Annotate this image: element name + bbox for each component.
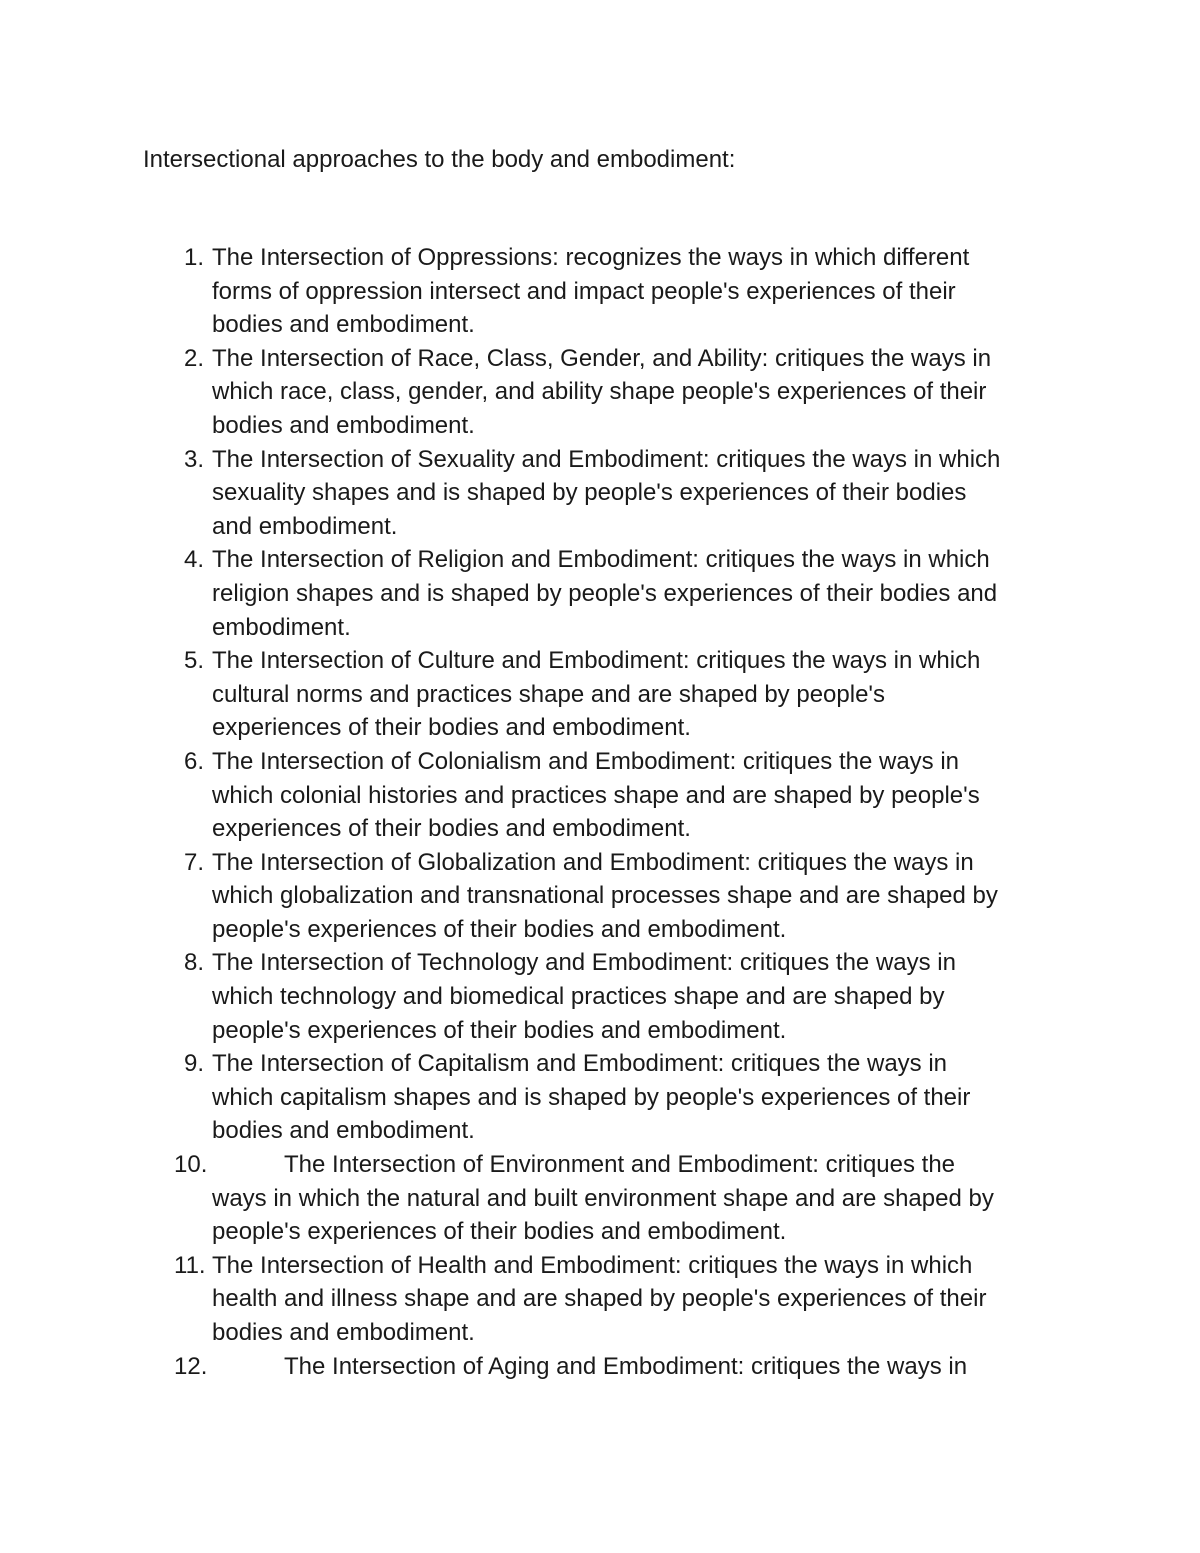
list-item-line: The Intersection of Sexuality and Embodiment: critiques the ways in which [212,445,1001,473]
list-item-text [212,846,1062,947]
list-item [0,1350,1200,1384]
list-item [0,846,1200,947]
list-item-text [212,1148,1062,1249]
list-item-line: people's experiences of their bodies and embodiment. [212,915,787,943]
list-item-text [212,644,1062,745]
list-item-line: forms of oppression intersect and impact people's experiences of their [212,277,956,305]
list-item-text [212,342,1062,443]
list-item-number: 8. [183,949,204,977]
list-item [0,745,1200,846]
list-item-line: bodies and embodiment. [212,311,475,339]
list-item [0,1148,1200,1249]
list-item-line: which technology and biomedical practices shape and are shaped by [212,983,945,1011]
list-item-line: people's experiences of their bodies and embodiment. [212,1218,787,1246]
list-item-line: bodies and embodiment. [212,1117,475,1145]
list-item-number: 7. [183,848,204,876]
list-item-text [212,946,1062,1047]
list-item-line: bodies and embodiment. [212,1319,475,1346]
list-item-text [212,1249,1062,1350]
list-item-line: The Intersection of Colonialism and Embodiment: critiques the ways in [212,747,960,775]
list-item-line: The Intersection of Environment and Embodiment: critiques the [284,1151,956,1179]
list-item-line: The Intersection of Globalization and Embodiment: critiques the ways in [212,848,974,876]
list-item-number: 3. [183,445,204,473]
list-item [0,946,1200,1047]
list-item-line: ways in which the natural and built environment shape and are shaped by [212,1184,994,1212]
list-item-number: 12. [174,1352,208,1380]
list-item-line: The Intersection of Culture and Embodiment: critiques the ways in which [212,647,981,675]
list-item-line: which race, class, gender, and ability shape people's experiences of their [212,378,987,406]
list-item-line: experiences of their bodies and embodiment. [212,815,691,843]
list-item-number: 9. [183,1050,204,1078]
list-item [0,644,1200,745]
list-item [0,543,1200,644]
list-item-number: 2. [183,344,204,372]
list-item-line: The Intersection of Religion and Embodiment: critiques the ways in which [212,546,990,574]
list-item-text [212,1047,1062,1148]
list-item-number: 6. [183,747,204,775]
list-item-number: 4. [183,546,204,574]
list-item-number: 11. [174,1251,206,1279]
list-item-line: which colonial histories and practices shape and are shaped by people's [212,781,980,809]
list-item-number: 5. [183,647,204,675]
list-item-line: cultural norms and practices shape and are shaped by people's [212,680,885,708]
list-item [0,1249,1200,1350]
list-item-line: health and illness shape and are shaped by people's experiences of their [212,1285,987,1313]
list-item [0,342,1200,443]
list-item-text [212,745,1062,846]
list-item-number: 10. [174,1151,208,1179]
list-item-text [212,1350,1062,1384]
list-item-line: religion shapes and is shaped by people's experiences of their bodies and [212,579,998,607]
list-item-line: The Intersection of Race, Class, Gender, and Ability: critiques the ways in [212,344,992,372]
list-item [0,443,1200,544]
document-title: Intersectional approaches to the body and embodiment: [143,146,736,173]
list-item-line: people's experiences of their bodies and embodiment. [212,1016,787,1044]
list-item-text [212,443,1062,544]
list-item [0,1047,1200,1148]
list-item-line: bodies and embodiment. [212,411,475,439]
list-item-line: The Intersection of Aging and Embodiment: critiques the ways in [284,1352,968,1380]
list-item [0,241,1200,342]
list-item-line: embodiment. [212,613,351,641]
list-item-line: experiences of their bodies and embodiment. [212,714,691,742]
list-item-line: The Intersection of Technology and Embodiment: critiques the ways in [212,949,956,977]
list-item-line: which globalization and transnational processes shape and are shaped by [212,882,998,910]
list-item-line: sexuality shapes and is shaped by people's experiences of their bodies [212,479,967,507]
list-item-line: The Intersection of Oppressions: recognizes the ways in which different [212,244,970,271]
list-item-line: The Intersection of Health and Embodiment: critiques the ways in which [212,1251,973,1279]
list-item-text [212,241,1062,342]
list-item-line: which capitalism shapes and is shaped by people's experiences of their [212,1083,971,1111]
list-item-line: and embodiment. [212,512,398,540]
list-item-text [212,543,1062,644]
numbered-list [0,241,1200,1383]
list-item-line: The Intersection of Capitalism and Embodiment: critiques the ways in [212,1050,948,1078]
list-item-number: 1. [183,244,204,271]
